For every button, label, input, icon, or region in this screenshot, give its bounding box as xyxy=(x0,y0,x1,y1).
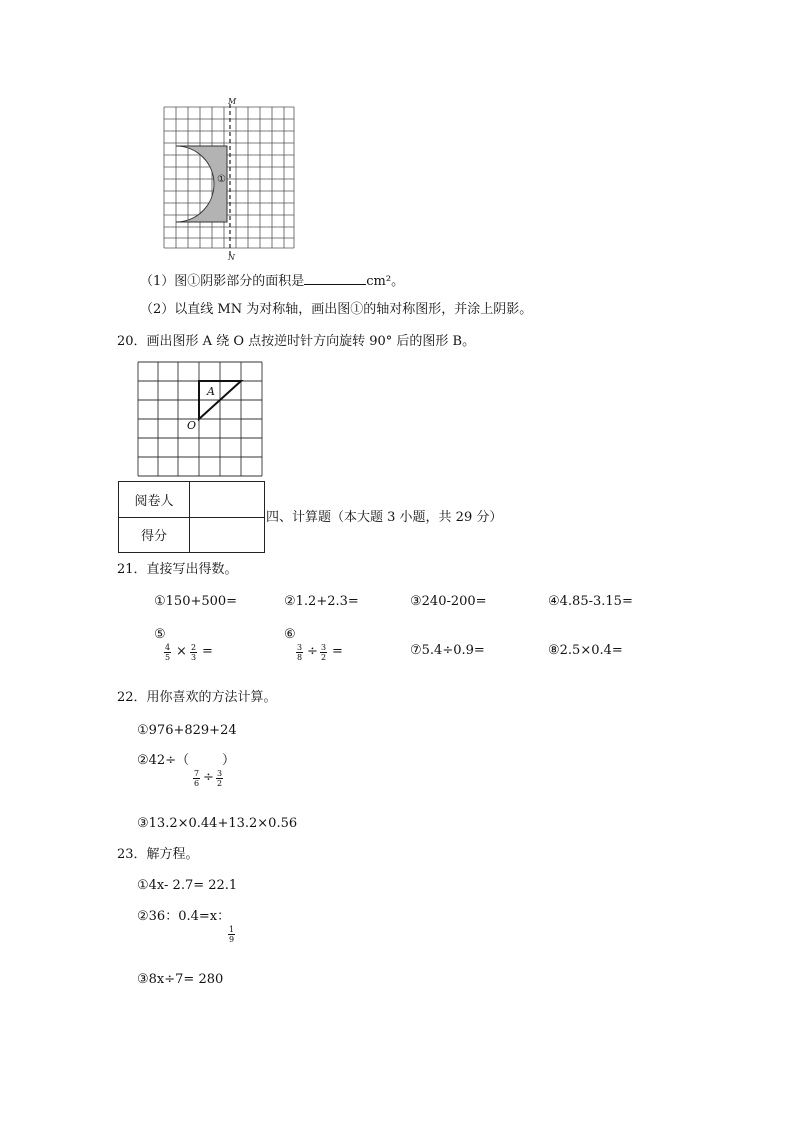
q21-item-5-marker: ⑤ xyxy=(154,627,166,642)
close-paren: ） xyxy=(222,753,236,768)
grader-cell[interactable] xyxy=(190,482,265,518)
q23-item-3: ③8x÷7= 280 xyxy=(137,972,224,987)
q22-title: 22．用你喜欢的方法计算。 xyxy=(117,690,277,705)
q21-item-7: ⑦5.4÷0.9= xyxy=(410,643,485,658)
answer-blank[interactable] xyxy=(304,273,366,285)
times-sign: × xyxy=(176,644,187,659)
q23-title: 23．解方程。 xyxy=(117,847,199,862)
q23-item-1: ①4x- 2.7= 22.1 xyxy=(137,878,238,893)
q21-item-8: ⑧2.5×0.4= xyxy=(548,643,623,658)
label-o: O xyxy=(187,419,197,432)
q22-item-3: ③13.2×0.44+13.2×0.56 xyxy=(137,816,298,831)
fraction: $\frac{3}{8}$ xyxy=(297,643,303,662)
q19-grid-figure xyxy=(150,96,310,261)
axis-label-m: M xyxy=(228,97,237,106)
grader-table xyxy=(118,481,265,553)
equals-sign: = xyxy=(332,644,343,659)
q21-title: 21．直接写出得数。 xyxy=(117,562,238,577)
grader-label: 阅卷人 xyxy=(119,482,190,518)
q22-item-2-prefix: ②42÷（ xyxy=(137,753,190,768)
fraction: $\frac{3}{2}$ xyxy=(217,769,223,788)
fraction: $\frac{1}{9}$ xyxy=(229,925,235,944)
q21-item-3: ③240-200= xyxy=(410,594,487,609)
divide-sign: ÷ xyxy=(203,770,214,785)
divide-sign: ÷ xyxy=(307,644,318,659)
score-label: 得分 xyxy=(119,517,190,553)
shape-label-1: ① xyxy=(217,174,226,185)
q21-item-6-marker: ⑥ xyxy=(284,627,296,642)
fraction: $\frac{7}{6}$ xyxy=(194,769,200,788)
label-a: A xyxy=(207,385,215,398)
q19-part1-prefix: （1）图①阴影部分的面积是 xyxy=(140,274,305,289)
section-4-title: 四、计算题（本大题 3 小题，共 29 分） xyxy=(266,510,503,525)
q22-item-1: ①976+829+24 xyxy=(137,723,237,738)
q19-part2: （2）以直线 MN 为对称轴，画出图①的轴对称图形，并涂上阴影。 xyxy=(140,302,533,317)
q19-part1-suffix: cm²。 xyxy=(366,274,405,289)
q23-item-2: ②36：0.4=x： xyxy=(137,909,231,924)
grid-lines xyxy=(164,107,294,248)
q19-part1 xyxy=(140,273,404,290)
fraction: $\frac{4}{5}$ xyxy=(165,643,171,662)
fraction: $\frac{2}{3}$ xyxy=(191,643,197,662)
q21-item-1: ①150+500= xyxy=(154,594,238,609)
q20-text: 20．画出图形 A 绕 O 点按逆时针方向旋转 90° 后的图形 B。 xyxy=(117,334,476,349)
q21-item-4: ④4.85-3.15= xyxy=(548,594,633,609)
axis-label-n: N xyxy=(228,253,235,261)
q20-grid-figure xyxy=(135,360,265,478)
equals-sign: = xyxy=(202,644,213,659)
q21-item-2: ②1.2+2.3= xyxy=(284,594,359,609)
fraction: $\frac{3}{2}$ xyxy=(321,643,327,662)
score-cell[interactable] xyxy=(190,517,265,553)
